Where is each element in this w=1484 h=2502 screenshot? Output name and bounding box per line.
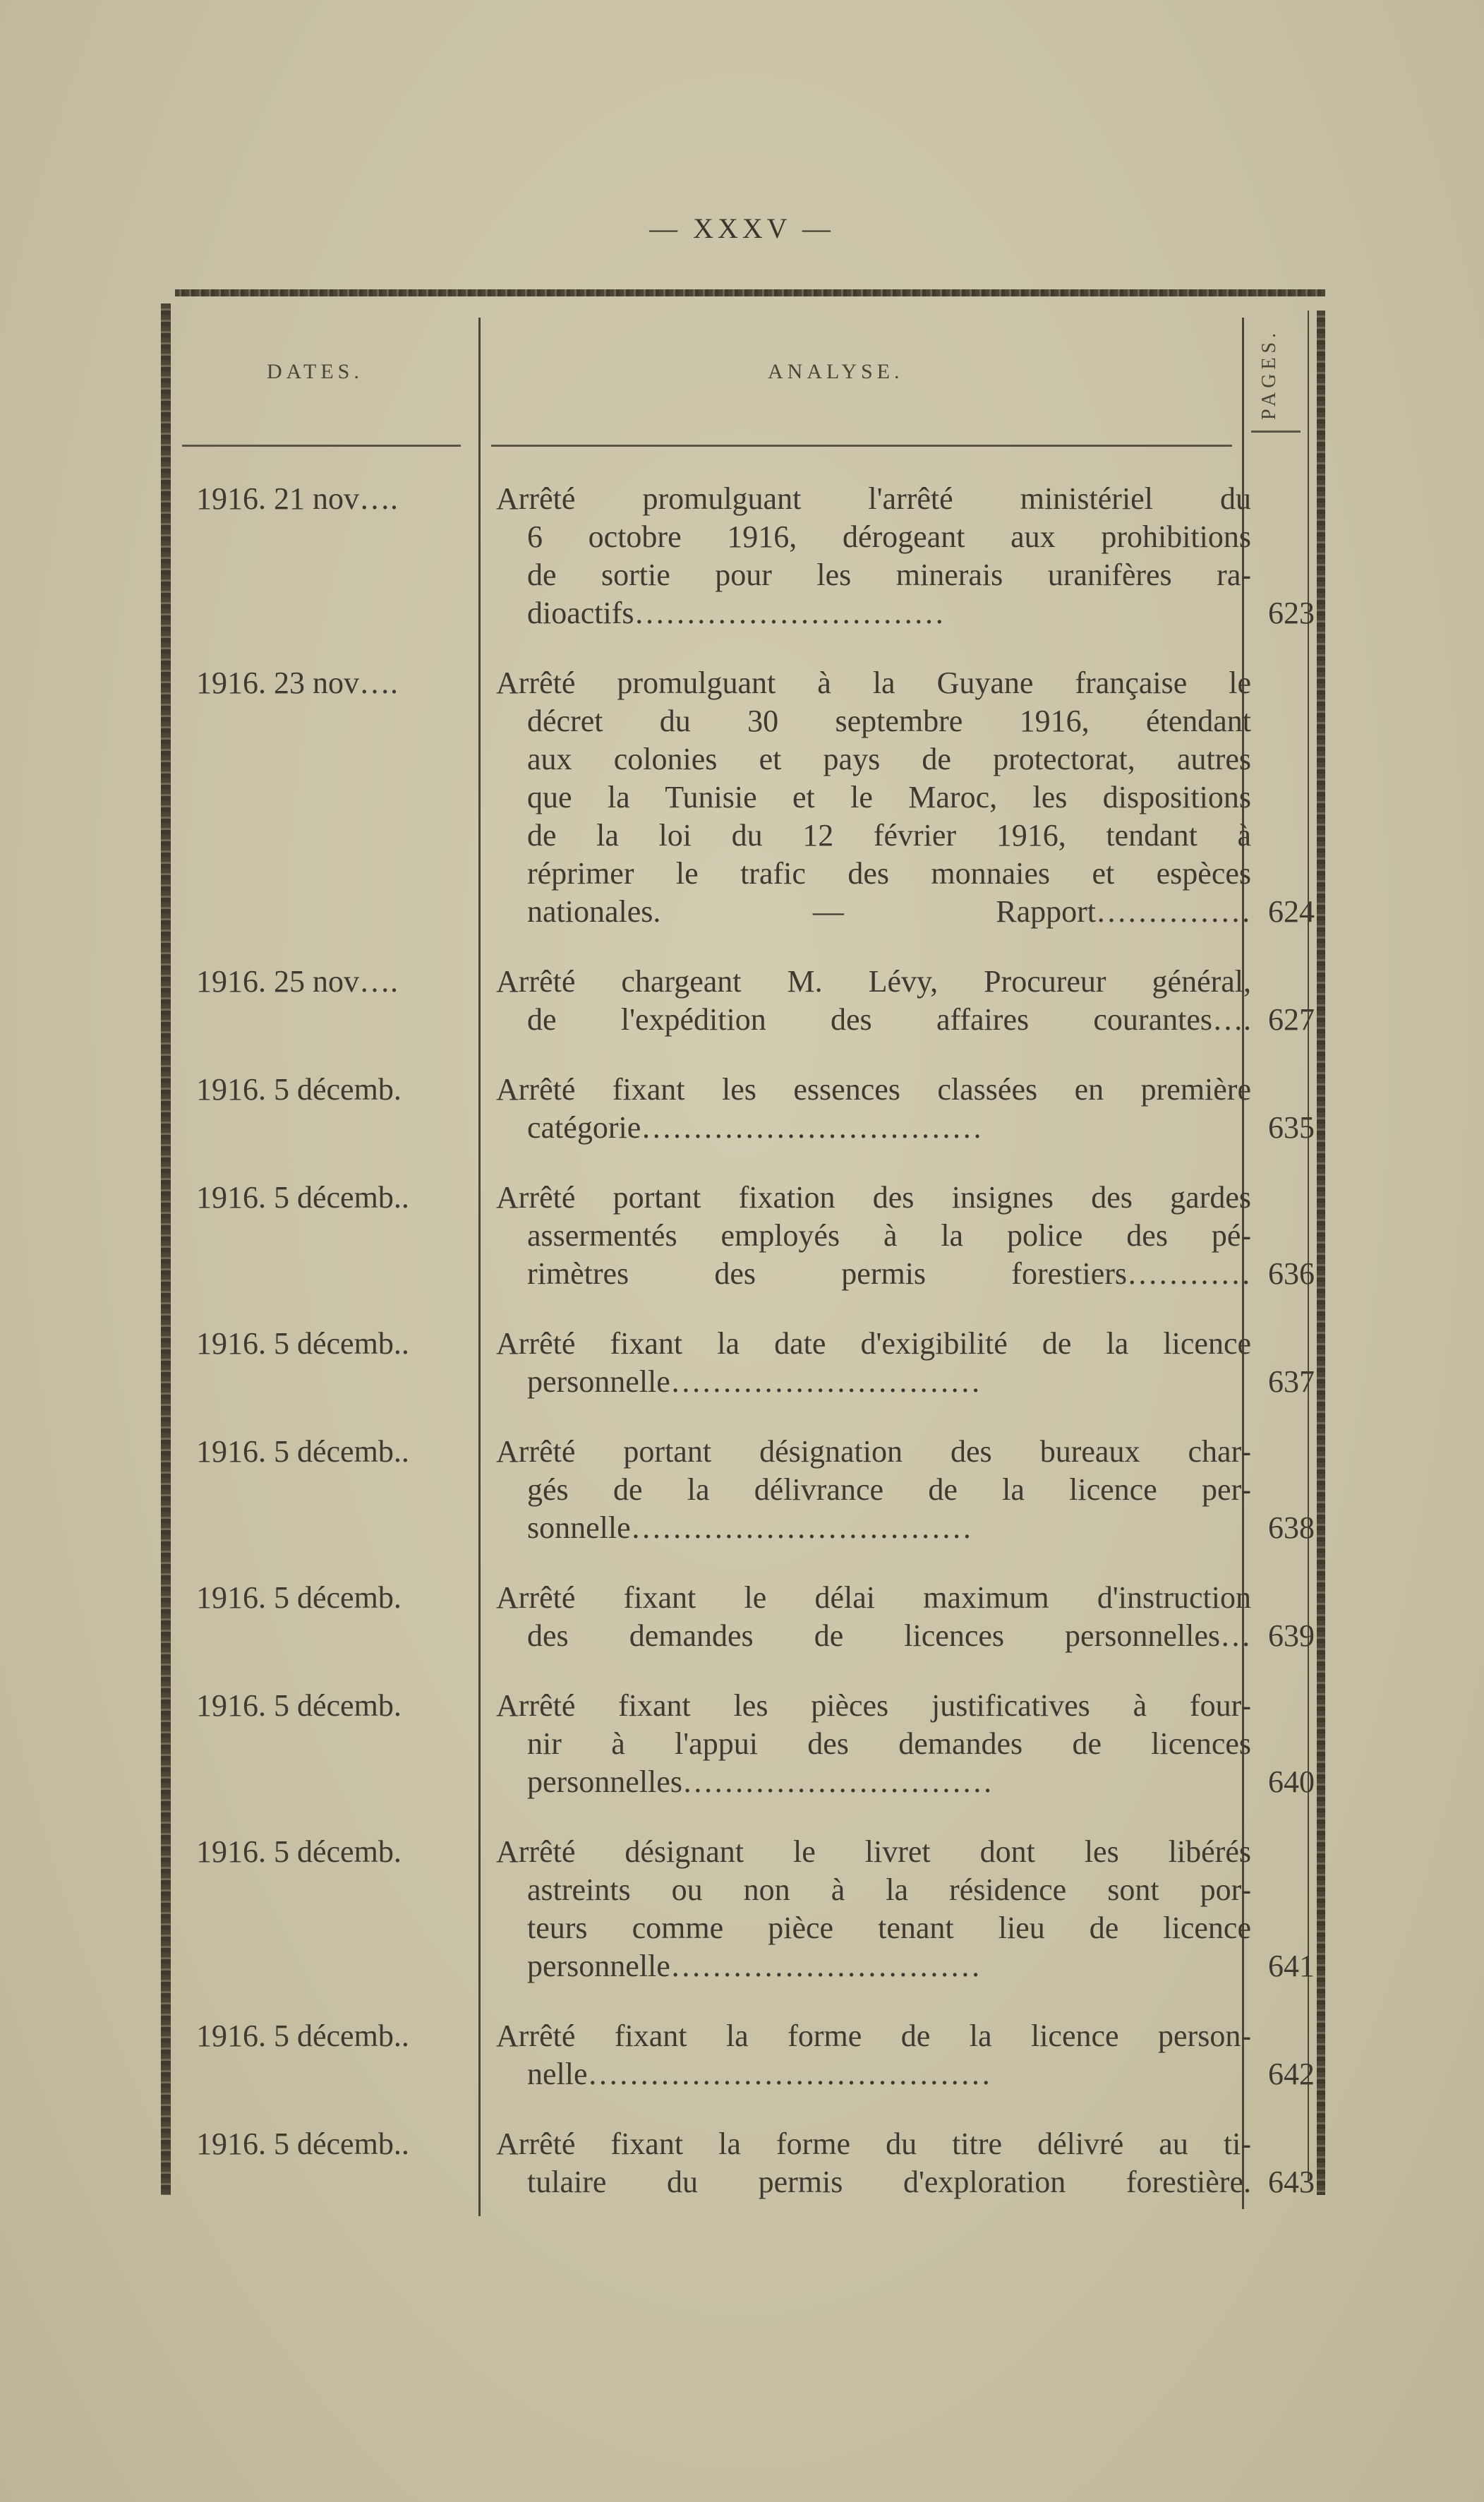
analysis-line: Arrêté portant désignation des bureaux char- — [496, 1434, 1251, 1469]
entry-analysis — [496, 963, 1251, 1039]
entry-page-number: 642 — [1268, 2057, 1315, 2091]
analysis-line: Arrêté fixant les essences classées en première — [496, 1072, 1251, 1107]
entry-date: 1916. 5 décemb. — [196, 1072, 402, 1107]
entry-date: 1916. 5 décemb. — [196, 1580, 402, 1615]
analysis-line: Arrêté promulguant à la Guyane française le — [496, 666, 1251, 700]
table-row — [161, 963, 1325, 1039]
table-row — [161, 1833, 1325, 1985]
entry-analysis — [496, 1833, 1251, 1985]
analysis-line: Arrêté fixant la forme de la licence person- — [496, 2019, 1251, 2053]
analysis-line: des demandes de licences personnelles… — [527, 1618, 1251, 1653]
analysis-line: Arrêté portant fixation des insignes des gardes — [496, 1180, 1251, 1215]
entry-page-number: 641 — [1268, 1949, 1315, 1983]
entry-analysis — [496, 664, 1251, 931]
header-rule-pages — [1251, 431, 1301, 433]
analysis-line: sonnelle…………………………… — [527, 1510, 972, 1545]
entry-date: 1916. 5 décemb.. — [196, 2127, 409, 2161]
entry-date: 1916. 5 décemb.. — [196, 1434, 409, 1469]
table-row — [161, 1687, 1325, 1801]
entry-analysis — [496, 1579, 1251, 1655]
analysis-line: Arrêté fixant le délai maximum d'instruction — [496, 1580, 1251, 1615]
analysis-line: de l'expédition des affaires courantes…. — [527, 1002, 1251, 1037]
entry-date: 1916. 5 décemb. — [196, 1834, 402, 1869]
entry-page-number: 640 — [1268, 1764, 1315, 1799]
entry-date: 1916. 5 décemb. — [196, 1688, 402, 1723]
analysis-line: catégorie…………………………… — [527, 1110, 983, 1145]
column-header-analyse: ANALYSE. — [768, 360, 904, 383]
entry-date: 1916. 21 nov…. — [196, 481, 398, 516]
entry-analysis — [496, 480, 1251, 632]
entry-analysis — [496, 1325, 1251, 1401]
analysis-line: Arrêté fixant la forme du titre délivré au ti- — [496, 2127, 1251, 2161]
entry-analysis — [496, 1071, 1251, 1147]
analysis-line: décret du 30 septembre 1916, étendant — [527, 704, 1251, 738]
table-row — [161, 2017, 1325, 2093]
entry-page-number: 639 — [1268, 1618, 1315, 1653]
analysis-line: de la loi du 12 février 1916, tendant à — [527, 818, 1251, 853]
entry-date: 1916. 25 nov…. — [196, 964, 398, 999]
table-row — [161, 1179, 1325, 1293]
entry-analysis — [496, 2125, 1251, 2201]
index-table — [161, 289, 1325, 2199]
entry-page-number: 623 — [1268, 596, 1315, 630]
page-folio: — XXXV — — [649, 212, 835, 244]
entry-page-number: 636 — [1268, 1256, 1315, 1291]
header-rule-dates — [182, 445, 461, 447]
table-body — [161, 480, 1325, 2233]
entry-date: 1916. 23 nov…. — [196, 666, 398, 700]
column-header-dates: DATES. — [267, 360, 363, 383]
entry-analysis — [496, 1687, 1251, 1801]
header-rule-analyse — [491, 445, 1232, 447]
entry-date: 1916. 5 décemb.. — [196, 1180, 409, 1215]
analysis-line: Arrêté chargeant M. Lévy, Procureur général, — [496, 964, 1251, 999]
analysis-line: rimètres des permis forestiers………… — [527, 1256, 1251, 1291]
entry-analysis — [496, 1179, 1251, 1293]
analysis-line: 6 octobre 1916, dérogeant aux prohibitions — [527, 519, 1251, 554]
entry-date: 1916. 5 décemb.. — [196, 1326, 409, 1361]
analysis-line: Arrêté fixant les pièces justificatives à four- — [496, 1688, 1251, 1723]
analysis-line: personnelle………………………… — [527, 1949, 981, 1983]
table-row — [161, 480, 1325, 632]
table-row — [161, 1325, 1325, 1401]
analysis-line: astreints ou non à la résidence sont por- — [527, 1872, 1251, 1907]
analysis-line: nationales. — Rapport…………… — [527, 894, 1251, 929]
table-row — [161, 1071, 1325, 1147]
table-row — [161, 2125, 1325, 2201]
analysis-line: nir à l'appui des demandes de licences — [527, 1726, 1251, 1761]
analysis-line: personnelles………………………… — [527, 1764, 993, 1799]
analysis-line: réprimer le trafic des monnaies et espèces — [527, 856, 1251, 891]
analysis-line: dioactifs………………………… — [527, 596, 945, 630]
table-row — [161, 1433, 1325, 1547]
column-header-pages: PAGES. — [1258, 328, 1280, 420]
table-row — [161, 1579, 1325, 1655]
entry-page-number: 627 — [1268, 1002, 1315, 1037]
analysis-line: que la Tunisie et le Maroc, les dispositions — [527, 780, 1251, 814]
analysis-line: nelle………………………………… — [527, 2057, 991, 2091]
analysis-line: assermentés employés à la police des pé- — [527, 1218, 1251, 1253]
entry-analysis — [496, 1433, 1251, 1547]
analysis-line: Arrêté promulguant l'arrêté ministériel du — [496, 481, 1251, 516]
table-top-rule — [175, 289, 1325, 296]
analysis-line: personnelle………………………… — [527, 1364, 981, 1399]
entry-analysis — [496, 2017, 1251, 2093]
analysis-line: aux colonies et pays de protectorat, autres — [527, 742, 1251, 776]
analysis-line: tulaire du permis d'exploration forestière. — [527, 2165, 1251, 2199]
entry-page-number: 635 — [1268, 1110, 1315, 1145]
analysis-line: de sortie pour les minerais uranifères ra- — [527, 558, 1251, 592]
entry-page-number: 643 — [1268, 2165, 1315, 2199]
entry-page-number: 624 — [1268, 894, 1315, 929]
entry-page-number: 638 — [1268, 1510, 1315, 1545]
analysis-line: teurs comme pièce tenant lieu de licence — [527, 1911, 1251, 1945]
analysis-line: gés de la délivrance de la licence per- — [527, 1472, 1251, 1507]
entry-date: 1916. 5 décemb.. — [196, 2019, 409, 2053]
entry-page-number: 637 — [1268, 1364, 1315, 1399]
analysis-line: Arrêté désignant le livret dont les libérés — [496, 1834, 1251, 1869]
table-row — [161, 664, 1325, 931]
analysis-line: Arrêté fixant la date d'exigibilité de la licence — [496, 1326, 1251, 1361]
